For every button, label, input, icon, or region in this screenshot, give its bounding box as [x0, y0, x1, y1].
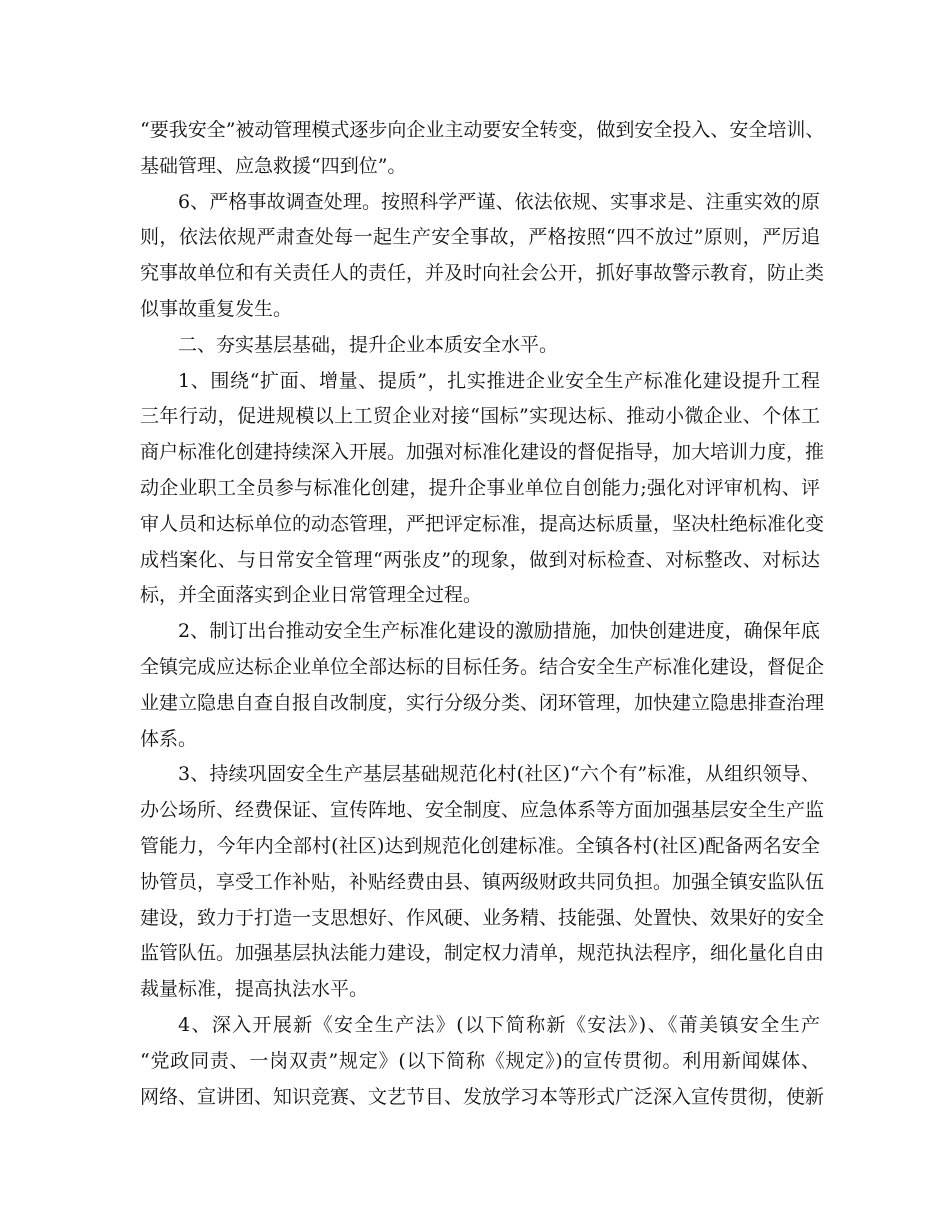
text-line: 标，并全面落实到企业日常管理全过程。 — [140, 584, 483, 607]
text-line: 全镇完成应达标企业单位全部达标的目标任务。结合安全生产标准化建设，督促企 — [140, 655, 825, 678]
document-body — [140, 113, 825, 1115]
text-line: 成档案化、与日常安全管理“两张皮”的现象，做到对标检查、对标整改、对标达 — [140, 548, 820, 571]
text-line: 管能力，今年内全部村(社区)达到规范化创建标准。全镇各村(社区)配备两名安全 — [140, 834, 820, 857]
text-line: 办公场所、经费保证、宣传阵地、安全制度、应急体系等方面加强基层安全生产监 — [140, 799, 825, 822]
text-line: 基础管理、应急救援“四到位”。 — [140, 154, 407, 177]
text-line: 似事故重复发生。 — [140, 297, 293, 320]
paragraph-start-line: 3、持续巩固安全生产基层基础规范化村(社区)“六个有”标准，从组织领导、 — [178, 763, 820, 786]
paragraph-start-line: 4、深入开展新《安全生产法》(以下简称新《安法》)、《莆美镇安全生产 — [178, 1013, 820, 1036]
text-line: “要我安全”被动管理模式逐步向企业主动要安全转变，做到安全投入、安全培训、 — [140, 119, 825, 141]
text-line: 三年行动，促进规模以上工贸企业对接“国标”实现达标、推动小微企业、个体工 — [140, 405, 820, 428]
text-line: 究事故单位和有关责任人的责任，并及时向社会公开，抓好事故警示教育，防止类 — [140, 262, 825, 285]
text-line: 网络、宣讲团、知识竞赛、文艺节目、发放学习本等形式广泛深入宣传贯彻，使新 — [140, 1085, 825, 1108]
paragraph-start-line: 6、严格事故调查处理。按照科学严谨、依法依规、实事求是、注重实效的原 — [178, 190, 820, 213]
text-line: 监管队伍。加强基层执法能力建设，制定权力清单，规范执法程序，细化量化自由 — [140, 942, 825, 965]
paragraph-start-line: 1、围绕“扩面、增量、提质”，扎实推进企业安全生产标准化建设提升工程 — [178, 369, 820, 392]
text-line: 则，依法依规严肃查处每一起生产安全事故，严格按照“四不放过”原则，严厉追 — [140, 226, 820, 249]
text-line: 体系。 — [140, 727, 198, 750]
text-line: 业建立隐患自查自报自改制度，实行分级分类、闭环管理，加快建立隐患排查治理 — [140, 691, 825, 714]
text-line: 动企业职工全员参与标准化创建，提升企事业单位自创能力;强化对评审机构、评 — [140, 476, 820, 499]
text-line: 建设，致力于打造一支思想好、作风硬、业务精、技能强、处置快、效果好的安全 — [140, 906, 825, 929]
section-heading: 二、夯实基层基础，提升企业本质安全水平。 — [178, 333, 559, 356]
text-line: 审人员和达标单位的动态管理，严把评定标准，提高达标质量，坚决杜绝标准化变 — [140, 512, 825, 535]
text-line: 裁量标准，提高执法水平。 — [140, 978, 369, 1001]
paragraph-start-line: 2、制订出台推动安全生产标准化建设的激励措施，加快创建进度，确保年底 — [178, 620, 820, 643]
text-line: 商户标准化创建持续深入开展。加强对标准化建设的督促指导，加大培训力度，推 — [140, 441, 825, 464]
text-line: 协管员，享受工作补贴，补贴经费由县、镇两级财政共同负担。加强全镇安监队伍 — [140, 870, 825, 893]
text-line: “党政同责、一岗双责”规定》(以下简称《规定》)的宣传贯彻。利用新闻媒体、 — [140, 1049, 820, 1072]
